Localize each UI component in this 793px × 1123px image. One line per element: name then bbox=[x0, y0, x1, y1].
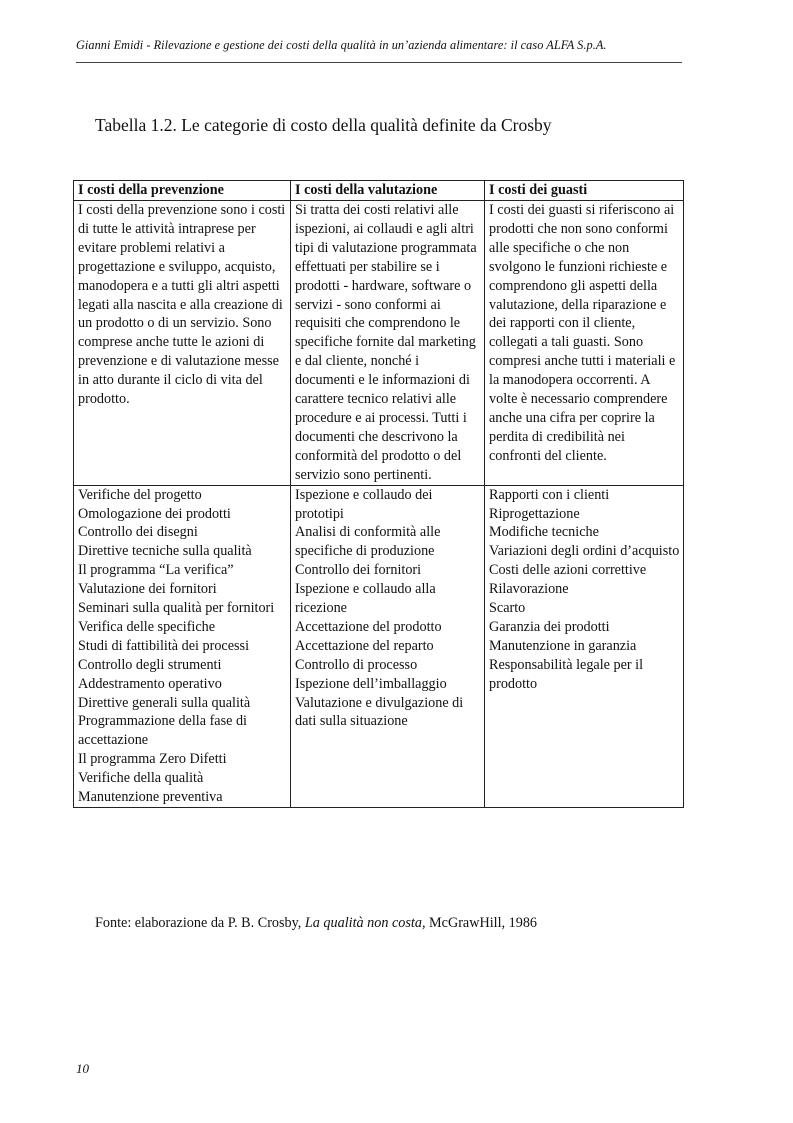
list-item: Programmazione della fase di accettazione bbox=[78, 713, 248, 749]
list-item: Riprogettazione bbox=[489, 505, 580, 522]
source-note bbox=[95, 915, 537, 932]
source-book-title: La qualità non costa bbox=[304, 915, 422, 931]
crosby-cost-table bbox=[73, 180, 684, 808]
table-title: Tabella 1.2. Le categorie di costo della qualità definite da Crosby bbox=[95, 115, 552, 135]
list-item: Scarto bbox=[489, 600, 526, 617]
header-failure: I costi dei guasti bbox=[485, 181, 684, 201]
list-item: Il programma “La verifica” bbox=[78, 562, 234, 579]
list-item: Ispezione e collaudo dei prototipi bbox=[295, 486, 433, 522]
list-item: Accettazione del prodotto bbox=[295, 618, 442, 635]
list-item: Omologazione dei prodotti bbox=[78, 505, 231, 522]
list-item: Direttive tecniche sulla qualità bbox=[78, 543, 252, 560]
list-item: Rilavorazione bbox=[489, 581, 569, 598]
list-item: Ispezione e collaudo alla ricezione bbox=[295, 581, 436, 617]
source-prefix: Fonte: elaborazione da P. B. Crosby, bbox=[95, 915, 305, 931]
list-item: Rapporti con i clienti bbox=[489, 486, 610, 503]
list-item: Modifiche tecniche bbox=[489, 524, 599, 541]
list-item: Verifica delle specifiche bbox=[78, 618, 216, 635]
list-item: Controllo di processo bbox=[295, 656, 418, 673]
table-header-row bbox=[74, 181, 684, 201]
examples-prevention bbox=[74, 485, 291, 807]
examples-appraisal bbox=[291, 485, 485, 807]
page-number: 10 bbox=[76, 1061, 89, 1076]
list-item: Controllo dei fornitori bbox=[295, 562, 422, 579]
list-item: Responsabilità legale per il prodotto bbox=[489, 656, 644, 692]
list-item: Variazioni degli ordini d’acquisto bbox=[489, 543, 680, 560]
header-prevention: I costi della prevenzione bbox=[74, 181, 291, 201]
header-divider bbox=[76, 62, 682, 63]
examples-failure bbox=[485, 485, 684, 807]
list-item: Manutenzione preventiva bbox=[78, 789, 223, 806]
source-suffix: , McGrawHill, 1986 bbox=[421, 915, 538, 931]
header-appraisal: I costi della valutazione bbox=[291, 181, 485, 201]
list-item: Studi di fattibilità dei processi bbox=[78, 637, 250, 654]
description-appraisal: Si tratta dei costi relativi alle ispezioni, ai collaudi e agli altri tipi di valutazione programmata effettuati per stabilire se i prodotti - hardware, software o servizi - sono conformi ai requisiti che comprendono le specifiche fornite dal marketing e dal cliente, nonché i documenti e le informazioni di carattere tecnico relativi alle procedure e ai processi. Tutti i documenti che descrivono la conformità del prodotto o del servizio sono pertinenti. bbox=[291, 201, 485, 486]
list-item: Addestramento operativo bbox=[78, 675, 222, 692]
description-prevention: I costi della prevenzione sono i costi di tutte le attività intraprese per evitare problemi relativi a progettazione e sviluppo, acquisto, manodopera e a tutti gli altri aspetti legati alla nascita e alla creazione di un prodotto o di un servizio. Sono comprese anche tutte le azioni di prevenzione e di valutazione messe in atto durante il ciclo di vita del prodotto. bbox=[74, 201, 291, 486]
examples-row bbox=[74, 485, 684, 807]
description-failure: I costi dei guasti si riferiscono ai prodotti che non sono conformi alle specifiche o che non svolgono le funzioni richieste e comprendono gli aspetti della valutazione, della riparazione e dei rapporti con il cliente, collegati a tali guasti. Sono compresi anche tutti i materiali e la manodopera occorrenti. A volte è necessario comprendere anche una cifra per coprire la perdita di credibilità nei confronti del cliente. bbox=[485, 201, 684, 486]
list-item: Verifiche del progetto bbox=[78, 486, 202, 503]
list-item: Accettazione del reparto bbox=[295, 637, 434, 654]
list-item: Valutazione e divulgazione di dati sulla situazione bbox=[295, 694, 464, 730]
list-item: Ispezione dell’imballaggio bbox=[295, 675, 447, 692]
list-item: Valutazione dei fornitori bbox=[78, 581, 217, 598]
list-item: Costi delle azioni correttive bbox=[489, 562, 647, 579]
list-item: Analisi di conformità alle specifiche di produzione bbox=[295, 524, 441, 560]
list-item: Controllo degli strumenti bbox=[78, 656, 222, 673]
running-header: Gianni Emidi - Rilevazione e gestione dei costi della qualità in un’azienda alimentare: il caso ALFA S.p.A. bbox=[76, 38, 607, 52]
list-item: Seminari sulla qualità per fornitori bbox=[78, 600, 275, 617]
description-row bbox=[74, 201, 684, 486]
list-item: Verifiche della qualità bbox=[78, 770, 204, 787]
list-item: Manutenzione in garanzia bbox=[489, 637, 637, 654]
list-item: Il programma Zero Difetti bbox=[78, 751, 227, 768]
list-item: Garanzia dei prodotti bbox=[489, 618, 610, 635]
list-item: Controllo dei disegni bbox=[78, 524, 198, 541]
list-item: Direttive generali sulla qualità bbox=[78, 694, 251, 711]
